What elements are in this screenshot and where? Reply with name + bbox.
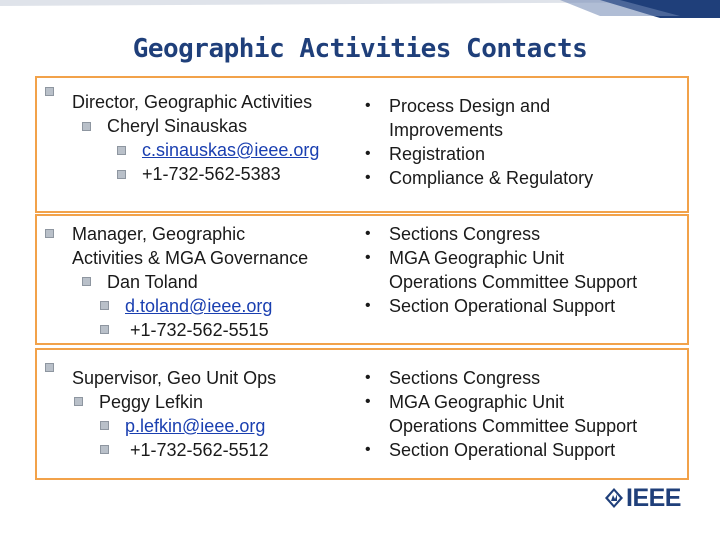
contact-box-supervisor: [35, 348, 689, 480]
contact-phone: +1-732-562-5515: [125, 320, 269, 340]
contact-role-continued: Activities & MGA Governance: [72, 248, 309, 268]
bullet-dot-icon: •: [365, 369, 371, 386]
contact-phone: +1-732-562-5383: [142, 164, 281, 184]
contact-email-link[interactable]: c.sinauskas@ieee.org: [142, 140, 320, 160]
ieee-logo: [604, 484, 694, 512]
bullet-dot-icon: •: [365, 393, 371, 410]
top-decorative-band: [0, 0, 720, 20]
responsibility-item-continued: Operations Committee Support: [389, 416, 638, 436]
responsibility-item: Section Operational Support: [389, 440, 616, 460]
bullet-square-icon: [45, 87, 54, 96]
bullet-square-icon: [100, 301, 109, 310]
contact-name: Dan Toland: [107, 272, 198, 292]
bullet-square-icon: [100, 445, 109, 454]
bullet-square-icon: [100, 325, 109, 334]
bullet-dot-icon: •: [365, 97, 371, 114]
responsibility-item: MGA Geographic Unit: [389, 392, 565, 412]
bullet-dot-icon: •: [365, 169, 371, 186]
bullet-dot-icon: •: [365, 225, 371, 242]
bullet-square-icon: [117, 170, 126, 179]
bullet-dot-icon: •: [365, 249, 371, 266]
responsibility-item: Compliance & Regulatory: [389, 168, 594, 188]
bullet-dot-icon: •: [365, 145, 371, 162]
ieee-logo-text: IEEE: [626, 484, 681, 512]
bullet-square-icon: [45, 229, 54, 238]
contact-box-director: [35, 76, 689, 213]
contact-box-manager: [35, 214, 689, 345]
responsibility-item: Process Design and: [389, 96, 551, 116]
bullet-square-icon: [45, 363, 54, 372]
contact-role: Manager, Geographic: [72, 224, 246, 244]
bullet-square-icon: [74, 397, 83, 406]
responsibility-item: Section Operational Support: [389, 296, 616, 316]
contact-role: Supervisor, Geo Unit Ops: [72, 368, 277, 388]
bullet-dot-icon: •: [365, 297, 371, 314]
page-title: Geographic Activities Contacts: [132, 34, 588, 64]
contact-phone: +1-732-562-5512: [125, 440, 269, 460]
contact-name: Peggy Lefkin: [99, 392, 204, 412]
bullet-square-icon: [82, 122, 91, 131]
responsibility-item-continued: Improvements: [389, 120, 504, 140]
responsibility-item: Sections Congress: [389, 224, 541, 244]
bullet-dot-icon: •: [365, 441, 371, 458]
contact-email-link[interactable]: p.lefkin@ieee.org: [125, 416, 266, 436]
responsibility-item: Registration: [389, 144, 486, 164]
responsibility-item-continued: Operations Committee Support: [389, 272, 638, 292]
bullet-square-icon: [82, 277, 91, 286]
contact-email-link[interactable]: d.toland@ieee.org: [125, 296, 273, 316]
responsibility-item: MGA Geographic Unit: [389, 248, 565, 268]
ieee-diamond-icon: [604, 487, 624, 509]
responsibility-item: Sections Congress: [389, 368, 541, 388]
bullet-square-icon: [100, 421, 109, 430]
bullet-square-icon: [117, 146, 126, 155]
contact-role: Director, Geographic Activities: [72, 92, 313, 112]
contact-name: Cheryl Sinauskas: [107, 116, 248, 136]
